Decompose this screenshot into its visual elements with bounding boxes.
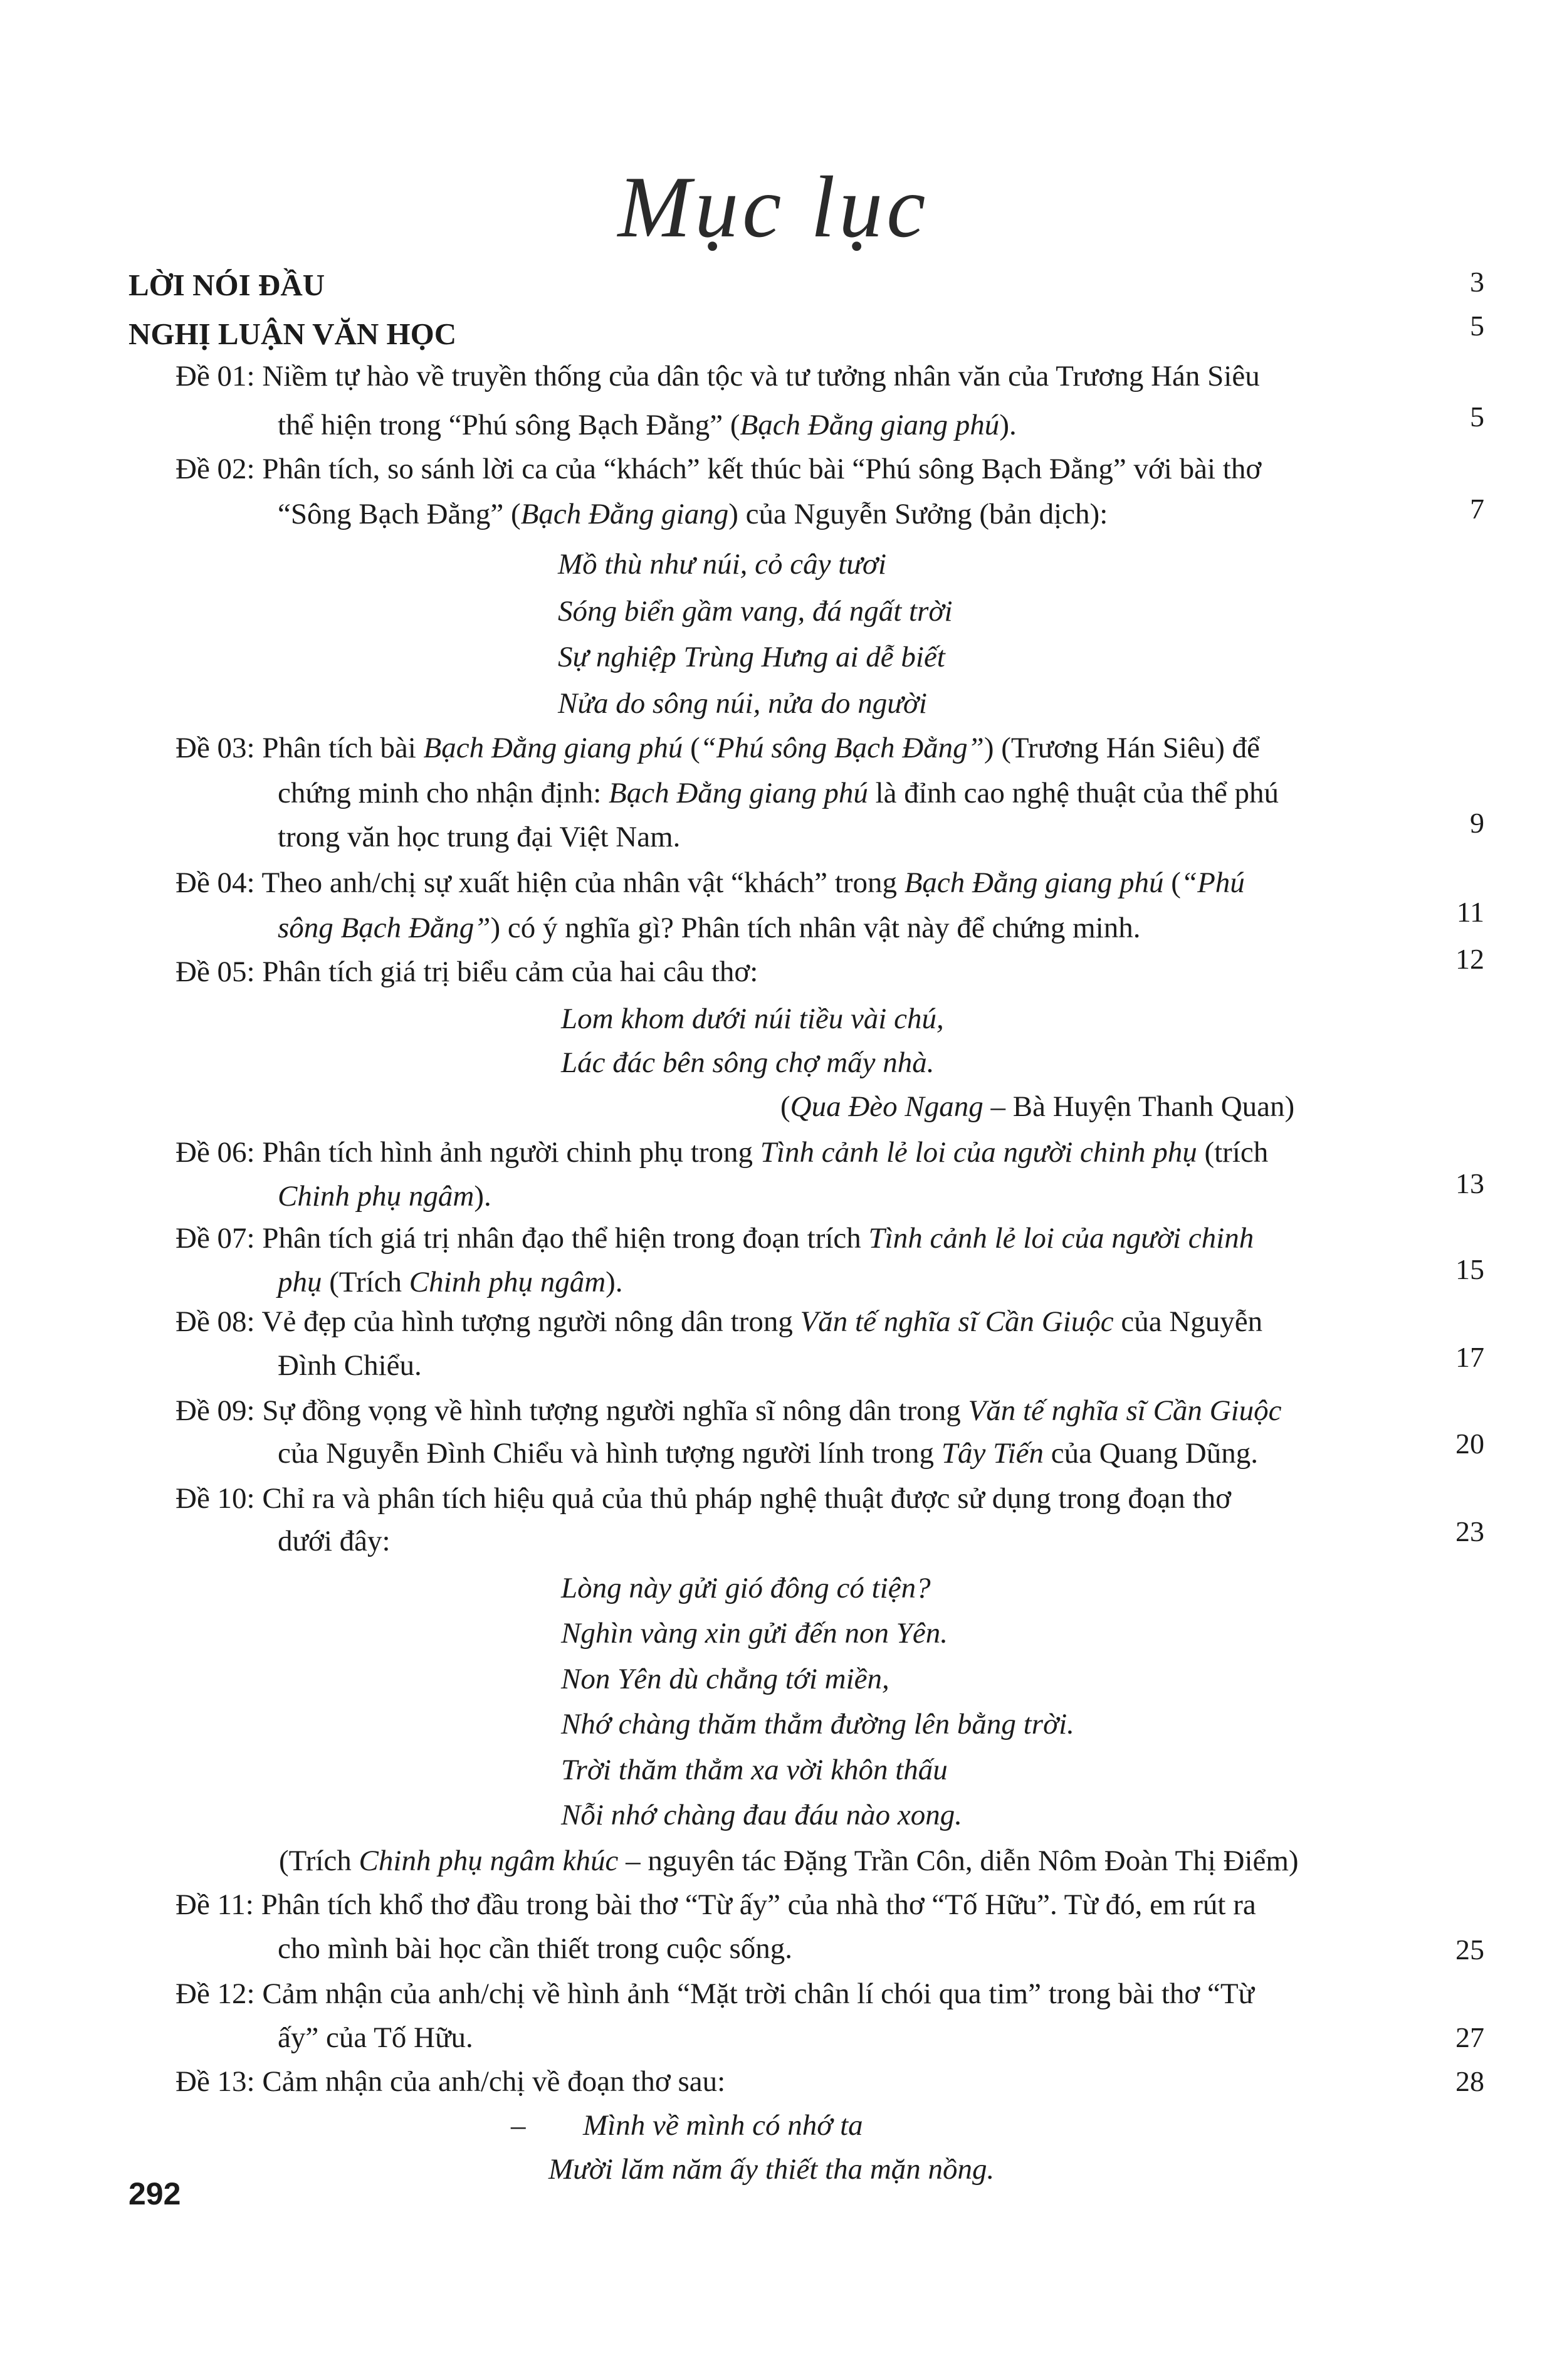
toc-entry-de-12[interactable]	[176, 1975, 1254, 2013]
poem-line: Lom khom dưới núi tiều vài chú,	[561, 1003, 944, 1035]
italic-title: Văn tế nghĩa sĩ Cần Giuộc	[968, 1394, 1282, 1427]
entry-text: Cảm nhận của anh/chị về đoạn thơ sau:	[262, 2065, 726, 2098]
entry-label: Đề 04:	[176, 866, 255, 899]
text-run: chứng minh cho nhận định:	[278, 777, 609, 809]
text-run: – Bà Huyện Thanh Quan)	[983, 1090, 1295, 1123]
toc-entry-de-04[interactable]	[176, 864, 1245, 902]
toc-entry-de-10[interactable]	[176, 1480, 1231, 1517]
page-number: 292	[128, 2176, 181, 2211]
toc-entry-de-13[interactable]	[176, 2063, 725, 2100]
text-run: ) của Nguyễn Sưởng (bản dịch):	[728, 498, 1108, 530]
toc-entry-text-line	[278, 1263, 623, 1301]
poem-line: Sự nghiệp Trùng Hưng ai dễ biết	[558, 641, 945, 673]
toc-entry-text-line	[278, 1177, 491, 1215]
toc-entry-text-line	[278, 1435, 1258, 1472]
toc-page-number: 23	[1455, 1515, 1484, 1547]
italic-title: Tây Tiến	[941, 1437, 1044, 1470]
toc-page-number: 27	[1455, 2021, 1484, 2053]
italic-title: Qua Đèo Ngang	[790, 1090, 983, 1123]
poem-line: Nửa do sông núi, nửa do người	[558, 687, 927, 720]
toc-entry-text-line	[278, 909, 1140, 947]
toc-entry-de-11[interactable]	[176, 1886, 1256, 1924]
toc-entry-de-09[interactable]	[176, 1392, 1282, 1430]
toc-entry-text-line: cho mình bài học cần thiết trong cuộc sống.	[278, 1932, 792, 1965]
toc-page-number: 13	[1455, 1167, 1484, 1199]
toc-page-number: 9	[1470, 807, 1484, 839]
text-run: Vẻ đẹp của hình tượng người nông dân trong	[261, 1305, 800, 1338]
toc-page-number: 25	[1455, 1934, 1484, 1966]
text-run: của Nguyễn Đình Chiểu và hình tượng người lính trong	[278, 1437, 941, 1470]
poem-line: Sóng biển gầm vang, đá ngất trời	[558, 595, 953, 628]
poem-line: Trời thăm thẳm xa vời khôn thấu	[561, 1754, 948, 1786]
italic-title: Chinh phụ ngâm khúc	[359, 1845, 619, 1877]
toc-entry-de-05[interactable]	[176, 953, 758, 991]
toc-entry-de-01[interactable]	[176, 357, 1260, 395]
entry-label: Đề 02:	[176, 453, 255, 485]
toc-page-number: 7	[1470, 493, 1484, 525]
text-run: ).	[474, 1180, 491, 1213]
poem-source	[279, 1842, 1299, 1880]
toc-page-number: 3	[1470, 266, 1484, 298]
poem-line: Mình về mình có nhớ ta	[583, 2109, 863, 2142]
entry-text: Phân tích giá trị biểu cảm của hai câu thơ:	[262, 956, 758, 988]
entry-label: Đề 12:	[176, 1977, 255, 2010]
italic-title: phụ	[278, 1266, 322, 1298]
poem-line: Mồ thù như núi, cỏ cây tươi	[558, 548, 887, 581]
toc-page-number: 12	[1455, 943, 1484, 975]
toc-entry-text-line: ấy” của Tố Hữu.	[278, 2021, 473, 2054]
entry-label: Đề 06:	[176, 1136, 255, 1169]
text-run: của Quang Dũng.	[1044, 1437, 1258, 1470]
text-run: Phân tích giá trị nhân đạo thể hiện trong đoạn trích	[262, 1222, 869, 1255]
poem-line: Nỗi nhớ chàng đau đáu nào xong.	[561, 1799, 962, 1831]
toc-page-number: 20	[1455, 1428, 1484, 1460]
entry-label: Đề 03:	[176, 732, 255, 764]
entry-label: Đề 05:	[176, 956, 255, 988]
page-title: Mục lục	[617, 159, 930, 256]
italic-title: Bạch Đằng giang phú	[423, 732, 683, 764]
entry-label: Đề 11:	[176, 1888, 254, 1921]
italic-title: Bạch Đằng giang	[520, 498, 729, 530]
entry-label: Đề 08:	[176, 1305, 255, 1338]
poem-source	[780, 1088, 1294, 1125]
text-run: Phân tích bài	[262, 732, 424, 764]
italic-title: Tình cảnh lẻ loi của người chinh phụ	[760, 1136, 1197, 1169]
text-run: “Sông Bạch Đằng” (	[278, 498, 521, 530]
entry-label: Đề 07:	[176, 1222, 255, 1255]
italic-title: Chinh phụ ngâm	[409, 1266, 606, 1298]
poem-line: Mười lăm năm ấy thiết tha mặn nồng.	[548, 2153, 995, 2186]
toc-page-number: 28	[1455, 2065, 1484, 2097]
toc-section-heading[interactable]: NGHỊ LUẬN VĂN HỌC	[128, 317, 457, 351]
toc-entry-de-02[interactable]	[176, 450, 1261, 488]
entry-text: Chỉ ra và phân tích hiệu quả của thủ pháp nghệ thuật được sử dụng trong đoạn thơ	[262, 1482, 1231, 1515]
entry-label: Đề 13:	[176, 2065, 255, 2098]
italic-title: Bạch Đằng giang phú	[904, 866, 1164, 899]
toc-entry-text-line: trong văn học trung đại Việt Nam.	[278, 821, 681, 853]
entry-text: Cảm nhận của anh/chị về hình ảnh “Mặt trời chân lí chói qua tim” trong bài thơ “Từ	[262, 1977, 1255, 2010]
italic-title: Bạch Đằng giang phú	[740, 409, 1000, 441]
entry-text: Niềm tự hào về truyền thống của dân tộc và tư tưởng nhân văn của Trương Hán Siêu	[262, 360, 1260, 392]
text-run: (Trích	[279, 1845, 359, 1877]
text-run: ).	[606, 1266, 623, 1298]
toc-entry-text-line	[278, 774, 1279, 812]
text-run: (trích	[1197, 1136, 1269, 1169]
text-run: (Trích	[322, 1266, 409, 1298]
italic-title: “Phú	[1180, 866, 1245, 899]
poem-dash: –	[511, 2109, 526, 2142]
toc-entry-de-08[interactable]	[176, 1303, 1262, 1340]
entry-text: Phân tích, so sánh lời ca của “khách” kết thúc bài “Phú sông Bạch Đằng” với bài thơ	[262, 453, 1262, 485]
entry-label: Đề 01:	[176, 360, 255, 392]
toc-page-number: 11	[1456, 896, 1484, 928]
italic-title: “Phú sông Bạch Đằng”	[700, 732, 984, 764]
poem-line: Nhớ chàng thăm thẳm đường lên bằng trời.	[561, 1708, 1074, 1740]
toc-entry-de-07[interactable]	[176, 1219, 1254, 1257]
toc-page-number: 15	[1455, 1253, 1484, 1285]
poem-line: Non Yên dù chẳng tới miền,	[561, 1663, 889, 1695]
toc-entry-de-06[interactable]	[176, 1134, 1268, 1171]
text-run: (	[1163, 866, 1181, 899]
text-run: ) (Trương Hán Siêu) để	[983, 732, 1261, 764]
italic-title: Văn tế nghĩa sĩ Cần Giuộc	[800, 1305, 1114, 1338]
toc-entry-text-line: Đình Chiểu.	[278, 1349, 422, 1382]
italic-title: Tình cảnh lẻ loi của người chinh	[868, 1222, 1254, 1255]
toc-page-number: 5	[1470, 401, 1484, 433]
text-run: Theo anh/chị sự xuất hiện của nhân vật “khách” trong	[261, 866, 905, 899]
toc-entry-text-line: dưới đây:	[278, 1525, 391, 1557]
text-run: của Nguyễn	[1113, 1305, 1263, 1338]
toc-entry-text-line	[278, 406, 1017, 444]
poem-line: Lòng này gửi gió đông có tiện?	[561, 1572, 931, 1604]
toc-intro[interactable]: LỜI NÓI ĐẦU	[128, 268, 325, 302]
toc-page-number: 17	[1455, 1341, 1484, 1373]
text-run: là đỉnh cao nghệ thuật của thể phú	[868, 777, 1279, 809]
toc-page-number: 5	[1470, 310, 1484, 342]
text-run: thể hiện trong “Phú sông Bạch Đằng” (	[278, 409, 740, 441]
poem-line: Lác đác bên sông chợ mấy nhà.	[561, 1046, 935, 1079]
text-run: ).	[999, 409, 1017, 441]
poem-line: Nghìn vàng xin gửi đến non Yên.	[561, 1617, 948, 1650]
italic-title: Bạch Đằng giang phú	[609, 777, 868, 809]
toc-entry-text-line	[278, 495, 1108, 533]
entry-text: Phân tích khổ thơ đầu trong bài thơ “Từ ấy” của nhà thơ “Tố Hữu”. Từ đó, em rút ra	[261, 1888, 1256, 1921]
entry-label: Đề 10:	[176, 1482, 255, 1515]
toc-entry-de-03[interactable]	[176, 729, 1260, 767]
italic-title: Chinh phụ ngâm	[278, 1180, 475, 1213]
text-run: Sự đồng vọng về hình tượng người nghĩa sĩ nông dân trong	[262, 1394, 968, 1427]
text-run: (	[683, 732, 700, 764]
text-run: Phân tích hình ảnh người chinh phụ trong	[262, 1136, 760, 1169]
text-run: (	[780, 1090, 790, 1123]
entry-label: Đề 09:	[176, 1394, 255, 1427]
text-run: ) có ý nghĩa gì? Phân tích nhân vật này để chứng minh.	[490, 912, 1141, 944]
italic-title: sông Bạch Đằng”	[278, 912, 491, 944]
text-run: – nguyên tác Đặng Trần Côn, diễn Nôm Đoàn Thị Điểm)	[618, 1845, 1299, 1877]
